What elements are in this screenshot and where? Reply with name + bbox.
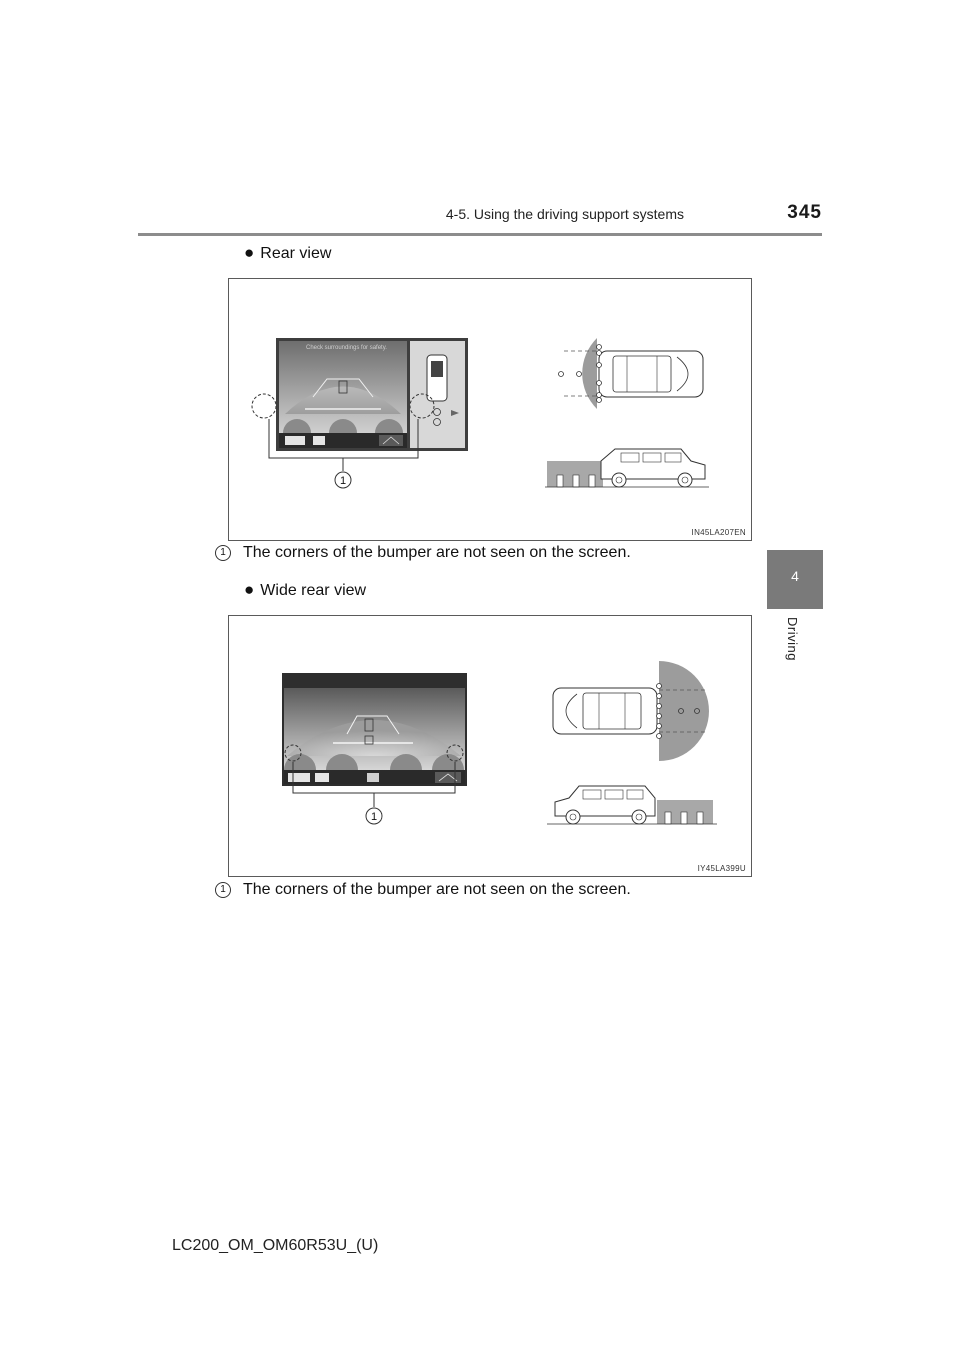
bullet-dot-icon: ● xyxy=(244,580,255,599)
callout-number: 1 xyxy=(339,475,347,487)
bullet-dot-icon: ● xyxy=(244,243,255,262)
note-number-badge: 1 xyxy=(215,882,231,898)
chapter-number: 4 xyxy=(791,568,799,584)
bullet-rear-view xyxy=(244,243,331,263)
wide-rear-view-illustration xyxy=(229,616,751,876)
side-view-vehicle-diagram xyxy=(547,786,717,824)
section-title: 4-5. Using the driving support systems xyxy=(445,206,684,222)
figure-code: IY45LA399U xyxy=(697,864,746,873)
side-view-vehicle-diagram xyxy=(545,449,709,487)
note-text: The corners of the bumper are not seen on the screen. xyxy=(243,544,631,561)
monitor-screen xyxy=(276,338,468,451)
callout-circle-left xyxy=(252,394,276,418)
chapter-label: Driving xyxy=(785,617,800,661)
note-text: The corners of the bumper are not seen on the screen. xyxy=(243,881,631,898)
figure-wide-rear-view xyxy=(228,615,752,877)
bullet-wide-rear-view xyxy=(244,580,366,600)
screen-banner: Check surroundings for safety. xyxy=(306,345,387,351)
rear-view-illustration xyxy=(229,279,751,540)
page-header xyxy=(138,202,822,236)
bullet-label: Rear view xyxy=(260,245,332,262)
header-rule xyxy=(138,233,822,236)
top-view-vehicle-diagram xyxy=(553,661,709,761)
top-view-vehicle-diagram xyxy=(559,338,704,409)
bullet-label: Wide rear view xyxy=(260,582,367,599)
monitor-screen xyxy=(282,673,467,786)
manual-code: LC200_OM_OM60R53U_(U) xyxy=(172,1237,379,1254)
note-number-badge: 1 xyxy=(215,545,231,561)
page-number: 345 xyxy=(787,202,822,223)
figure-rear-view xyxy=(228,278,752,541)
note-rear-view xyxy=(215,544,631,562)
callout-number: 1 xyxy=(370,811,378,823)
figure-code: IN45LA207EN xyxy=(691,528,746,537)
note-wide-rear-view xyxy=(215,881,631,899)
chapter-tab xyxy=(767,550,823,609)
